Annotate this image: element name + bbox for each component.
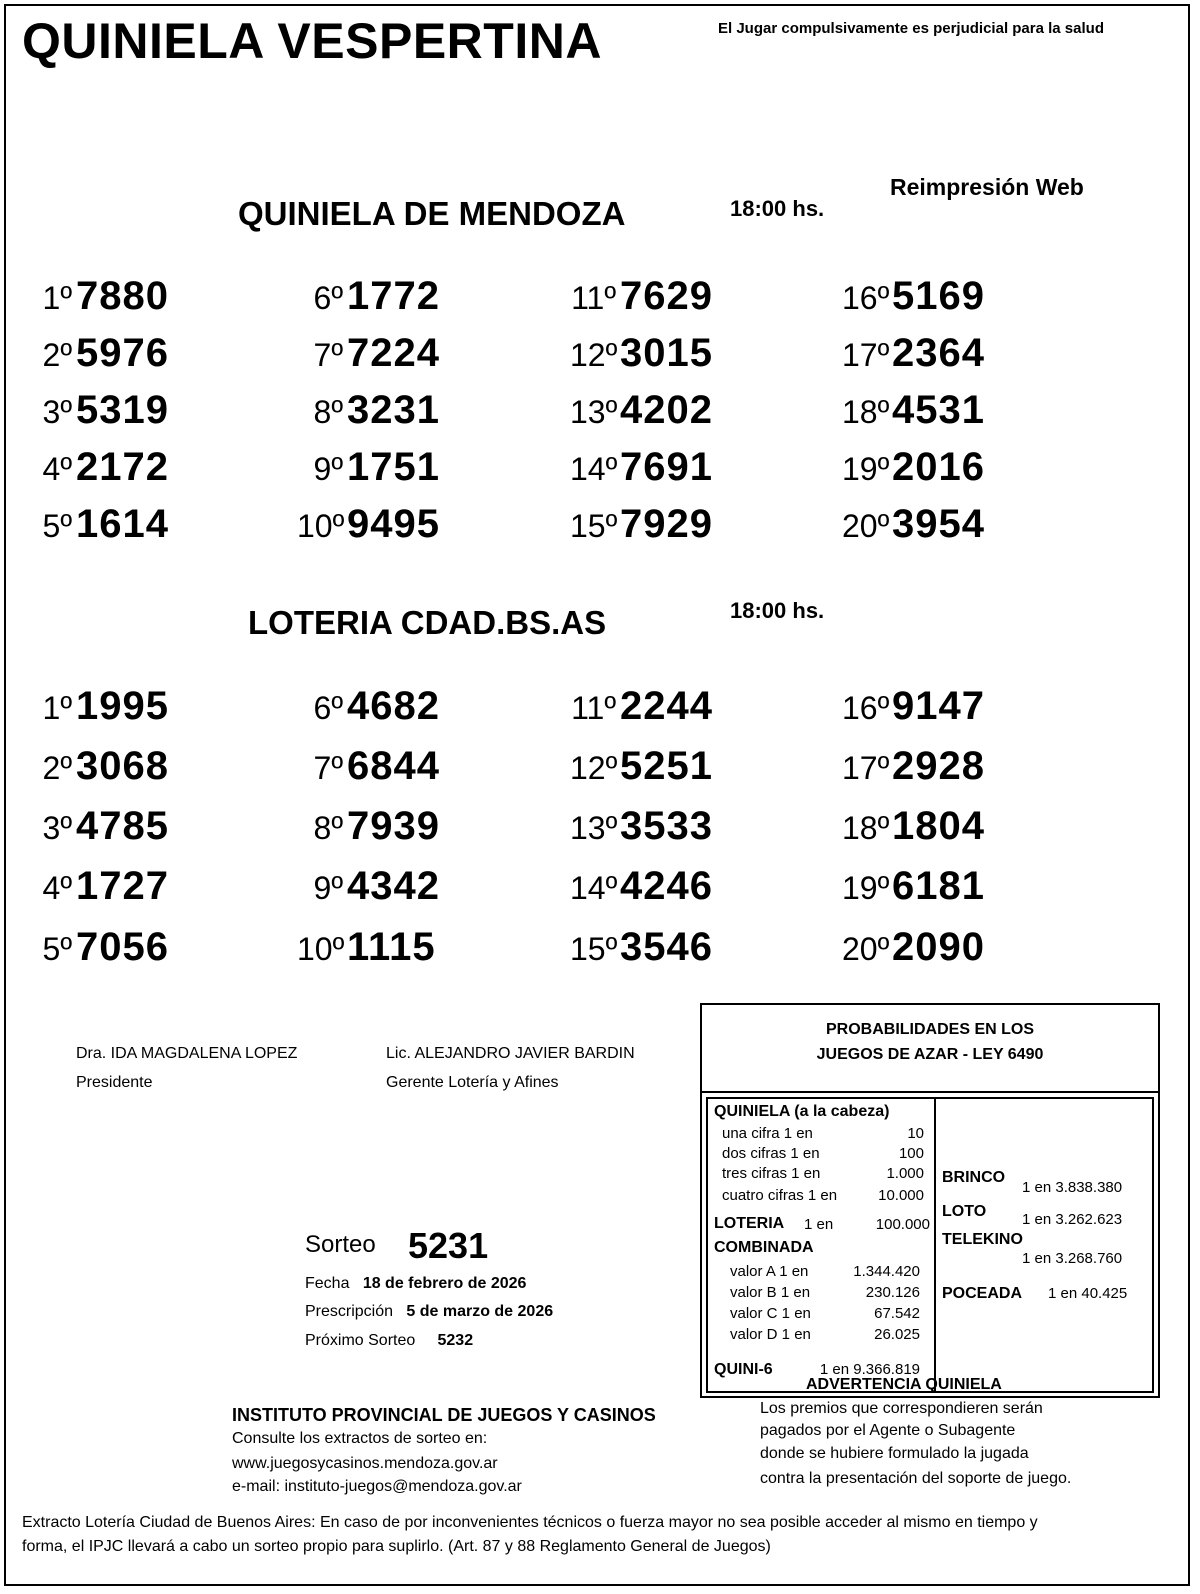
result-number: 2928 [892,744,985,788]
mendoza-section-title: QUINIELA DE MENDOZA [238,195,626,232]
result-position: 14º [570,870,618,906]
result-number: 2172 [76,445,169,489]
result-number: 1115 [347,925,436,969]
mendoza-result-20 [842,502,985,547]
bsas-result-3 [26,804,169,849]
result-position: 7º [313,337,343,373]
poceada-prob-value: 1 en 40.425 [1048,1285,1128,1302]
result-position: 19º [842,870,890,906]
probabilities-header-line2: JUEGOS DE AZAR - LEY 6490 [816,1046,1044,1063]
result-number: 2244 [620,684,713,728]
bsas-result-2 [26,744,169,789]
fecha-row [305,1275,526,1293]
fecha-label: Fecha [305,1275,350,1292]
result-position: 2º [42,337,72,373]
combinada-a-label: valor A 1 en [730,1263,809,1280]
bsas-result-15 [570,925,713,970]
result-number: 2364 [892,331,985,375]
result-number: 9495 [347,502,440,546]
telekino-prob-value: 1 en 3.268.760 [1022,1250,1123,1267]
bsas-result-17 [842,744,985,789]
prescripcion-value: 5 de marzo de 2026 [406,1303,554,1320]
advertencia-title: ADVERTENCIA QUINIELA [806,1376,1002,1393]
quiniela-1-label: una cifra 1 en [722,1125,813,1142]
result-position: 8º [313,394,343,430]
result-position: 6º [313,280,343,316]
combinada-prob-title: COMBINADA [714,1239,814,1256]
prescripcion-row [305,1303,553,1321]
probabilities-divider [934,1099,936,1391]
proximo-label: Próximo Sorteo [305,1332,416,1349]
result-number: 7939 [347,804,440,848]
telekino-prob-label: TELEKINO [942,1231,1023,1248]
result-number: 5169 [892,274,985,318]
result-position: 6º [313,690,343,726]
quiniela-4-value: 10.000 [878,1187,924,1204]
result-number: 7691 [620,445,713,489]
advertencia-line2: pagados por el Agente o Subagente [760,1422,1016,1439]
bsas-result-8 [297,804,440,849]
bsas-result-7 [297,744,440,789]
loteria-prob-value: 100.000 [875,1216,930,1233]
poceada-prob-label: POCEADA [942,1285,1023,1302]
result-number: 7929 [620,502,713,546]
result-number: 4531 [892,388,985,432]
bsas-result-11 [570,684,713,729]
instituto-email-link[interactable]: e-mail: instituto-juegos@mendoza.gov.ar [232,1478,522,1495]
instituto-web-link[interactable]: www.juegosycasinos.mendoza.gov.ar [232,1455,498,1472]
mendoza-result-7 [297,331,440,376]
result-number: 4785 [76,804,169,848]
signer-right-role: Gerente Lotería y Afines [386,1074,559,1091]
sorteo-label: Sorteo [305,1231,376,1258]
footer-line1: Extracto Lotería Ciudad de Buenos Aires: En caso de por inconvenientes técnicos o fuerza mayor no sea posible acceder al mismo en tiempo y [22,1514,1038,1531]
bsas-result-9 [297,864,440,909]
bsas-result-5 [26,925,169,970]
probabilities-box [700,1003,1160,1398]
bsas-result-6 [297,684,440,729]
bsas-result-14 [570,864,713,909]
result-number: 6181 [892,864,985,908]
bsas-result-4 [26,864,169,909]
quini6-prob-value: 1 en 9.366.819 [819,1361,920,1378]
result-number: 4246 [620,864,713,908]
result-number: 5319 [76,388,169,432]
signer-right-name: Lic. ALEJANDRO JAVIER BARDIN [386,1045,635,1062]
probabilities-header-line1: PROBABILIDADES EN LOS [825,1021,1034,1038]
bsas-result-1 [26,684,169,729]
mendoza-result-10 [297,502,440,547]
bsas-section-title: LOTERIA CDAD.BS.AS [248,604,607,641]
advertencia-line4: contra la presentación del soporte de juego. [760,1470,1072,1487]
combinada-a-value: 1.344.420 [853,1263,920,1280]
quiniela-1-value: 10 [907,1125,924,1142]
result-number: 1772 [347,274,440,318]
mendoza-result-19 [842,445,985,490]
result-position: 7º [313,750,343,786]
result-position: 11º [571,690,616,726]
proximo-row [305,1332,473,1350]
result-number: 4682 [347,684,440,728]
result-position: 14º [570,451,618,487]
result-position: 18º [842,394,890,430]
mendoza-result-18 [842,388,985,433]
result-position: 15º [570,931,618,967]
signer-left-role: Presidente [76,1074,153,1091]
result-position: 11º [571,280,616,316]
result-number: 3015 [620,331,713,375]
result-position: 19º [842,451,890,487]
bsas-result-12 [570,744,713,789]
result-position: 1º [42,690,72,726]
result-number: 7224 [347,331,440,375]
combinada-b-label: valor B 1 en [730,1284,811,1301]
result-number: 3231 [347,388,440,432]
result-position: 9º [313,451,343,487]
result-position: 5º [42,508,72,544]
combinada-d-label: valor D 1 en [730,1326,811,1343]
result-position: 2º [42,750,72,786]
quiniela-2-value: 100 [898,1145,924,1162]
result-number: 2016 [892,445,985,489]
bsas-result-13 [570,804,713,849]
result-position: 1º [42,280,72,316]
mendoza-result-3 [26,388,169,433]
result-position: 13º [570,810,618,846]
combinada-c-label: valor C 1 en [730,1305,811,1322]
prescripcion-label: Prescripción [305,1303,394,1320]
loto-prob-value: 1 en 3.262.623 [1022,1211,1123,1228]
mendoza-draw-time: 18:00 hs. [730,196,825,221]
result-position: 17º [842,750,890,786]
footer-line2: forma, el IPJC llevará a cabo un sorteo propio para suplirlo. (Art. 87 y 88 Reglamento General de Juegos) [22,1538,771,1555]
signer-left-name: Dra. IDA MAGDALENA LOPEZ [76,1045,298,1062]
result-position: 4º [42,870,72,906]
mendoza-result-12 [570,331,713,376]
quiniela-3-label: tres cifras 1 en [722,1165,821,1182]
result-number: 3533 [620,804,713,848]
result-number: 1995 [76,684,169,728]
advertencia-line3: donde se hubiere formulado la jugada [760,1445,1029,1462]
brinco-prob-label: BRINCO [942,1169,1006,1186]
proximo-value: 5232 [437,1332,474,1349]
result-position: 12º [570,750,618,786]
result-number: 1614 [76,502,169,546]
probabilities-header [702,1005,1158,1093]
result-number: 1727 [76,864,169,908]
result-position: 3º [42,394,72,430]
result-position: 16º [842,690,890,726]
mendoza-result-9 [297,445,440,490]
result-number: 4342 [347,864,440,908]
quiniela-4-label: cuatro cifras 1 en [722,1187,838,1204]
result-position: 15º [570,508,618,544]
combinada-c-value: 67.542 [874,1305,920,1322]
result-position: 18º [842,810,890,846]
page-title: QUINIELA VESPERTINA [22,13,602,69]
result-number: 5251 [620,744,713,788]
result-position: 13º [570,394,618,430]
mendoza-result-4 [26,445,169,490]
result-number: 4202 [620,388,713,432]
result-position: 20º [842,931,890,967]
mendoza-result-15 [570,502,713,547]
result-position: 17º [842,337,890,373]
result-number: 6844 [347,744,440,788]
result-number: 7880 [76,274,169,318]
brinco-prob-value: 1 en 3.838.380 [1022,1179,1123,1196]
mendoza-result-11 [570,274,713,319]
quiniela-prob-title: QUINIELA (a la cabeza) [714,1103,890,1120]
bsas-result-18 [842,804,985,849]
probabilities-table [706,1097,1154,1393]
mendoza-result-14 [570,445,713,490]
result-number: 1751 [347,445,440,489]
loto-prob-label: LOTO [942,1203,987,1220]
result-position: 4º [42,451,72,487]
bsas-result-10 [297,925,436,970]
loteria-prob-en: 1 en [804,1216,834,1233]
result-position: 20º [842,508,890,544]
bsas-result-16 [842,684,985,729]
mendoza-result-16 [842,274,985,319]
combinada-b-value: 230.126 [865,1284,920,1301]
fecha-value: 18 de febrero de 2026 [362,1275,527,1292]
instituto-name: INSTITUTO PROVINCIAL DE JUEGOS Y CASINOS [232,1405,656,1425]
mendoza-result-5 [26,502,169,547]
result-number: 3546 [620,925,713,969]
instituto-consulte: Consulte los extractos de sorteo en: [232,1430,488,1447]
mendoza-result-6 [297,274,440,319]
loteria-prob-label: LOTERIA [714,1215,785,1232]
result-position: 10º [297,508,345,544]
result-position: 3º [42,810,72,846]
mendoza-result-2 [26,331,169,376]
result-position: 12º [570,337,618,373]
result-position: 9º [313,870,343,906]
reprint-label: Reimpresión Web [890,174,1084,200]
mendoza-result-1 [26,274,169,319]
mendoza-result-8 [297,388,440,433]
result-number: 1804 [892,804,985,848]
result-number: 9147 [892,684,985,728]
result-position: 5º [42,931,72,967]
quiniela-3-value: 1.000 [886,1165,924,1182]
quiniela-2-label: dos cifras 1 en [722,1145,820,1162]
sorteo-number: 5231 [408,1225,489,1266]
advertencia-line1: Los premios que correspondieren serán [760,1400,1043,1417]
result-number: 5976 [76,331,169,375]
result-position: 8º [313,810,343,846]
combinada-d-value: 26.025 [874,1326,920,1343]
bsas-draw-time: 18:00 hs. [730,598,825,623]
result-number: 3954 [892,502,985,546]
result-number: 3068 [76,744,169,788]
quini6-prob-label: QUINI-6 [714,1361,773,1378]
result-number: 7056 [76,925,169,969]
gambling-warning: El Jugar compulsivamente es perjudicial para la salud [718,20,1104,37]
result-position: 16º [842,280,890,316]
result-number: 2090 [892,925,985,969]
mendoza-result-17 [842,331,985,376]
bsas-result-19 [842,864,985,909]
bsas-result-20 [842,925,985,970]
result-position: 10º [297,931,345,967]
mendoza-result-13 [570,388,713,433]
result-number: 7629 [620,274,713,318]
